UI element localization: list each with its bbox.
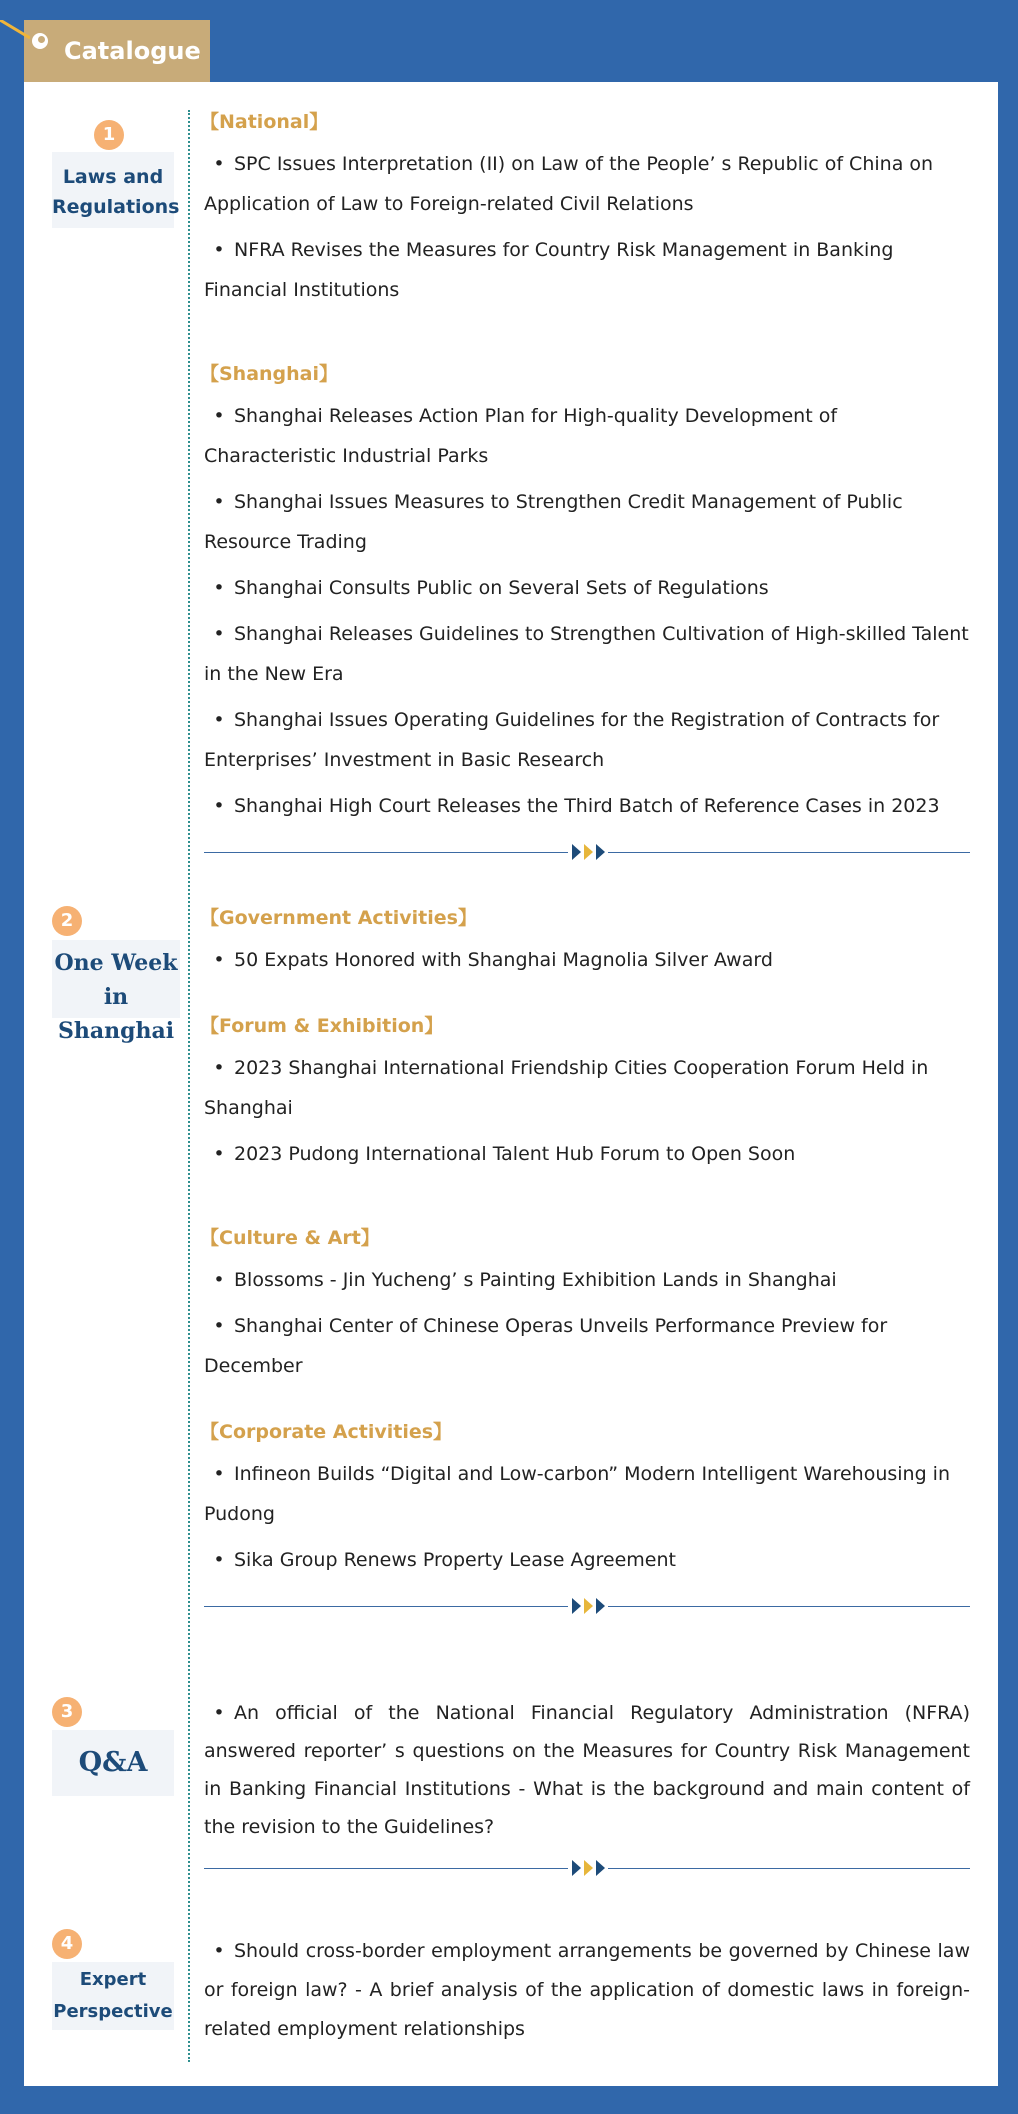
triple-arrow-icon: [568, 1858, 608, 1878]
section-3-badge: 3: [52, 1697, 82, 1727]
news-item[interactable]: • 2023 Pudong International Talent Hub Forum to Open Soon: [213, 1143, 796, 1165]
header-dot-icon: [32, 33, 48, 49]
expert-item[interactable]: • Should cross-border employment arrangements be governed by Chinese law or foreign law? - A brief analysis of the application of domestic laws in foreign-related employment relationships: [204, 1940, 970, 2040]
catalogue-title: Catalogue: [24, 20, 210, 82]
section-2-label-line2: in Shanghai: [57, 984, 175, 1044]
news-item[interactable]: • Shanghai Issues Operating Guidelines for the Registration of Contracts for Enterprises’ Investment in Basic Research: [204, 709, 940, 771]
news-item[interactable]: • Shanghai Center of Chinese Operas Unveils Performance Preview for December: [204, 1315, 888, 1377]
section-2-label-line1: One Week: [54, 950, 178, 976]
category-culture-art: 【Culture & Art】: [200, 1227, 380, 1249]
news-item[interactable]: • 50 Expats Honored with Shanghai Magnolia Silver Award: [213, 949, 773, 971]
section-1-label[interactable]: [52, 152, 180, 228]
news-item[interactable]: • Blossoms - Jin Yucheng’ s Painting Exhibition Lands in Shanghai: [213, 1269, 837, 1291]
news-item[interactable]: • 2023 Shanghai International Friendship Cities Cooperation Forum Held in Shanghai: [204, 1057, 929, 1119]
section-4-label-line1: Expert: [79, 1969, 147, 1990]
section-divider: [204, 832, 970, 872]
qa-item[interactable]: • An official of the National Financial Regulatory Administration (NFRA) answered reporter’ s questions on the Measures for Country Risk Management in Banking Financial Institutions - What is the background and main content of the revision to the Guidelines?: [204, 1702, 970, 1838]
news-item[interactable]: • Shanghai Issues Measures to Strengthen Credit Management of Public Resource Trading: [204, 491, 903, 553]
section-2-badge: 2: [52, 906, 82, 936]
section-4-label[interactable]: [52, 1962, 174, 2030]
section-2-label[interactable]: [52, 940, 180, 1044]
section-divider: [204, 1848, 970, 1888]
news-item[interactable]: • Sika Group Renews Property Lease Agreement: [213, 1549, 676, 1571]
triple-arrow-icon: [568, 842, 608, 862]
category-shanghai: 【Shanghai】: [200, 363, 339, 385]
news-item[interactable]: • Infineon Builds “Digital and Low-carbon” Modern Intelligent Warehousing in Pudong: [204, 1463, 951, 1525]
news-item[interactable]: • Shanghai Consults Public on Several Sets of Regulations: [213, 577, 769, 599]
section-divider: [204, 1586, 970, 1626]
section-1-content: [200, 110, 970, 872]
triple-arrow-icon: [568, 1596, 608, 1616]
news-item[interactable]: • Shanghai Releases Action Plan for High-quality Development of Characteristic Industrial Parks: [204, 405, 838, 467]
section-4-content: [204, 1932, 970, 2049]
news-item[interactable]: • SPC Issues Interpretation (II) on Law of the People’ s Republic of China on Application of Law to Foreign-related Civil Relations: [204, 153, 934, 215]
section-3-label[interactable]: Q&A: [52, 1730, 174, 1796]
category-corporate-activities: 【Corporate Activities】: [200, 1421, 453, 1443]
section-1-label-line1: Laws and: [62, 166, 164, 188]
section-1-label-line2: Regulations: [52, 196, 180, 218]
category-forum-exhibition: 【Forum & Exhibition】: [200, 1015, 444, 1037]
section-1-badge: 1: [94, 120, 124, 150]
section-4-badge: 4: [52, 1929, 82, 1959]
section-3-content: [204, 1694, 970, 1888]
news-item[interactable]: • NFRA Revises the Measures for Country Risk Management in Banking Financial Institutions: [204, 239, 894, 301]
header-connector-line: [0, 20, 30, 40]
category-national: 【National】: [200, 111, 329, 133]
news-item[interactable]: • Shanghai Releases Guidelines to Strengthen Cultivation of High-skilled Talent in the New Era: [204, 623, 969, 685]
section-4-label-line2: Perspective: [53, 2001, 173, 2022]
section-2-content: [200, 906, 970, 1626]
timeline-divider: [188, 110, 190, 2062]
category-government-activities: 【Government Activities】: [200, 907, 477, 929]
news-item[interactable]: • Shanghai High Court Releases the Third Batch of Reference Cases in 2023: [213, 795, 940, 817]
